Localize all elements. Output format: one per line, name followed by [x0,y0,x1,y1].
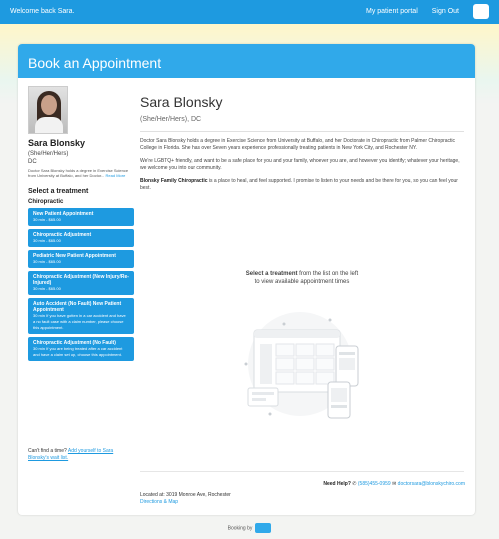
practitioner-details [140,94,464,192]
email-icon: ✉ [392,481,397,487]
practitioner-pronouns: (She/Her/Hers) [28,151,69,157]
top-nav-links [366,8,459,15]
service-detail: 30 min - $65.00 [33,238,61,243]
prompt-rest: from the list on the left [297,271,359,277]
prompt-line-2: to view available appointment times [254,279,350,285]
need-help [323,481,465,487]
service-title: Chiropractic Adjustment [33,232,92,238]
short-bio-text: Doctor Sara Blonsky holds a degree in Exercise Science from University at Buffalo, and her Doctor... [28,168,129,178]
waitlist-note [28,448,134,462]
service-detail: 30 min If you have gotten in a car accident and have a no fault case with a claim number, please choose this appointment. [33,313,126,330]
service-detail: 30 min - $65.00 [33,217,61,222]
email-link[interactable]: doctorsara@blonskychiro.com [397,481,465,487]
phone-icon: ✆ [352,481,357,487]
jane-logo-icon[interactable] [255,523,271,533]
service-title: Pediatric New Patient Appointment [33,253,116,259]
prompt-bold: Select a treatment [245,271,298,277]
bio-paragraph-3-text: is a place to heal, and feel supported. I promise to listen to your needs and be there for you, so you can feel your best. [140,178,458,191]
footer-divider [140,471,464,472]
practitioner-photo [28,86,68,134]
select-treatment-heading: Select a treatment [28,188,89,195]
location-address: Located at: 3019 Monroe Ave, Rochester [140,492,231,498]
bio-paragraph-3 [140,178,464,192]
select-prompt [140,270,464,286]
service-detail: 30 min - $65.00 [33,259,61,264]
need-help-label: Need Help? [323,481,351,487]
practitioner-heading: Sara Blonsky [140,94,223,110]
welcome-message: Welcome back Sara. [10,8,75,15]
service-detail: 30 min If you are being treated after a car accident and have a claim set up, choose this appointment. [33,346,123,357]
treatment-category: Chiropractic [28,199,64,205]
practitioner-credentials: (She/Her/Hers), DC [140,116,202,123]
location-info [140,492,231,506]
service-new-patient[interactable] [28,208,134,226]
calendar-illustration [240,300,360,430]
read-more-link[interactable]: Read More [105,173,126,178]
service-title: Auto Accident (No Fault) New Patient Appointment [33,301,122,313]
waitlist-link[interactable]: Add yourself to Sara Blonsky's wait list. [28,448,114,461]
janeapp-logo-icon[interactable] [473,4,489,19]
practitioner-name: Sara Blonsky [28,138,86,148]
practitioner-credential: DC [28,159,37,165]
sign-out-link[interactable]: Sign Out [431,8,459,15]
service-title: Chiropractic Adjustment (New Injury/Re-Injured) [33,274,129,286]
top-navbar [0,0,499,24]
service-adjustment-no-fault[interactable] [28,337,134,361]
service-adjustment[interactable] [28,229,134,247]
booking-by-label: Booking by [227,525,253,532]
service-adjustment-new-injury[interactable] [28,271,134,295]
page-title: Book an Appointment [18,44,475,78]
divider [140,131,464,132]
short-bio [28,168,134,178]
waitlist-text: Can't find a time? [28,448,67,454]
service-title: Chiropractic Adjustment (No Fault) [33,340,116,346]
bio-paragraph-2: We're LGBTQ+ friendly, and want to be a safe place for you and your family, whoever you are, and however you identify; whatever your heritage, we welcome you into our community. [140,158,460,171]
phone-link[interactable]: (585)455-0959 [357,481,391,487]
directions-link[interactable]: Directions & Map [140,499,179,505]
left-sidebar [28,86,134,361]
booking-by-footer [0,523,499,533]
booking-card [18,44,475,515]
service-auto-accident-new-patient[interactable] [28,298,134,334]
clinic-name: Blonsky Family Chiropractic [140,178,208,184]
patient-portal-link[interactable]: My patient portal [366,8,418,15]
service-title: New Patient Appointment [33,211,94,217]
service-pediatric[interactable] [28,250,134,268]
service-detail: 30 min - $65.00 [33,286,61,291]
bio-paragraph-1: Doctor Sara Blonsky holds a degree in Exercise Science from University at Buffalo, and her Doctorate in Chiropractic from Palmer Chiropractic College in Florida. She has over Seven years experience professionally treating patients in New York City, and Rochester NY. [140,138,456,151]
